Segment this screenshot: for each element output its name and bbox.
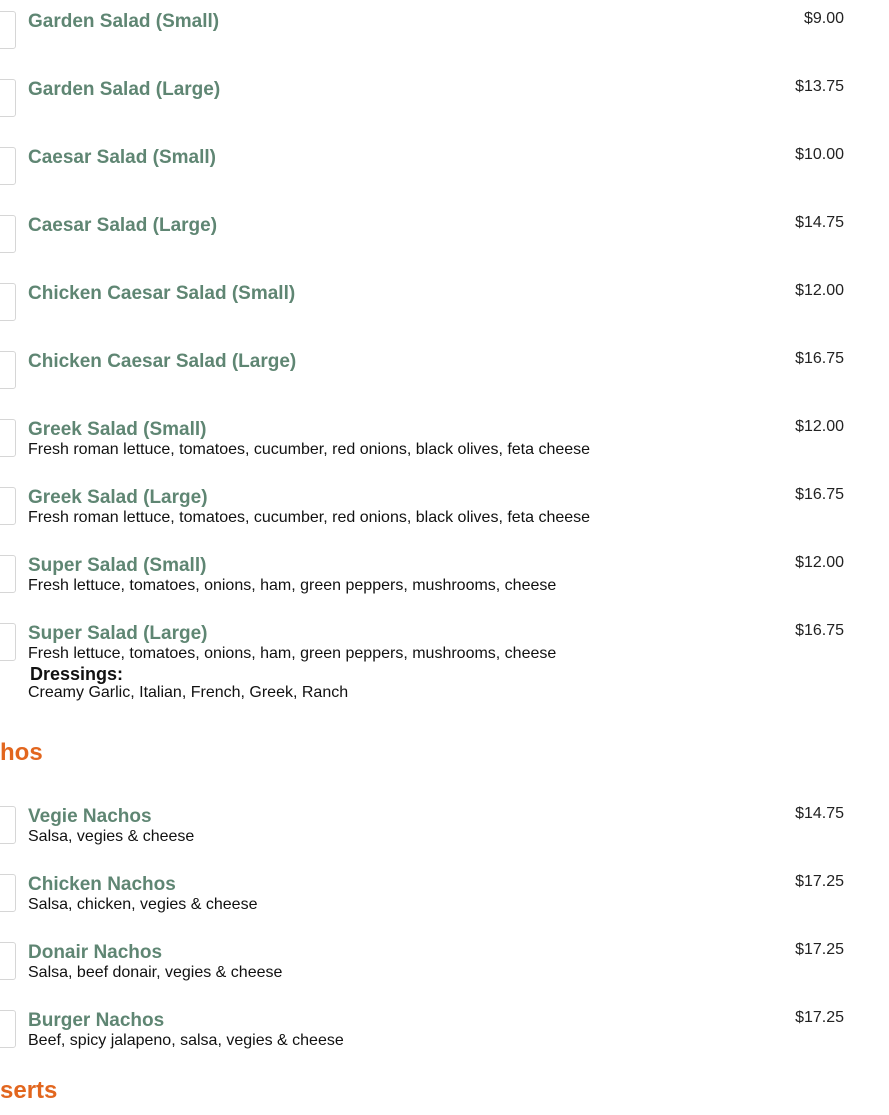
item-price: $14.75	[795, 805, 844, 822]
item-name[interactable]: Vegie Nachos	[28, 806, 152, 827]
item-price: $10.00	[795, 146, 844, 163]
item-select-box[interactable]	[0, 79, 16, 117]
item-description: Fresh lettuce, tomatoes, onions, ham, green peppers, mushrooms, cheese	[28, 577, 557, 594]
item-name[interactable]: Chicken Nachos	[28, 874, 176, 895]
item-price: $14.75	[795, 214, 844, 231]
menu-item-super-salad-large[interactable]	[0, 623, 889, 683]
menu-item-donair-nachos[interactable]	[0, 942, 889, 1002]
menu-item-greek-salad-small[interactable]	[0, 419, 889, 479]
dressings-list: Creamy Garlic, Italian, French, Greek, Ranch	[28, 684, 349, 701]
section-heading-desserts: serts	[0, 1077, 58, 1104]
item-select-box[interactable]	[0, 623, 16, 661]
item-name[interactable]: Garden Salad (Small)	[28, 11, 220, 32]
menu-item-garden-salad-large[interactable]	[0, 79, 889, 139]
item-price: $17.25	[795, 941, 844, 958]
item-select-box[interactable]	[0, 215, 16, 253]
item-description: Salsa, chicken, vegies & cheese	[28, 896, 258, 913]
item-name[interactable]: Caesar Salad (Large)	[28, 215, 218, 236]
section-heading-nachos: hos	[0, 739, 43, 766]
dressings-label: Dressings:	[30, 664, 124, 684]
item-name[interactable]: Caesar Salad (Small)	[28, 147, 216, 168]
item-description: Fresh roman lettuce, tomatoes, cucumber, red onions, black olives, feta cheese	[28, 441, 591, 458]
item-price: $16.75	[795, 622, 844, 639]
item-price: $17.25	[795, 873, 844, 890]
item-select-box[interactable]	[0, 555, 16, 593]
item-name[interactable]: Chicken Caesar Salad (Large)	[28, 351, 297, 372]
item-description: Salsa, vegies & cheese	[28, 828, 195, 845]
item-select-box[interactable]	[0, 942, 16, 980]
item-price: $17.25	[795, 1009, 844, 1026]
item-description: Fresh roman lettuce, tomatoes, cucumber, red onions, black olives, feta cheese	[28, 509, 591, 526]
item-name[interactable]: Super Salad (Large)	[28, 623, 208, 644]
item-select-box[interactable]	[0, 487, 16, 525]
item-select-box[interactable]	[0, 419, 16, 457]
item-name[interactable]: Greek Salad (Small)	[28, 419, 207, 440]
item-name[interactable]: Garden Salad (Large)	[28, 79, 221, 100]
menu-item-burger-nachos[interactable]	[0, 1010, 889, 1070]
item-price: $12.00	[795, 282, 844, 299]
item-price: $9.00	[803, 10, 844, 27]
menu-item-greek-salad-large[interactable]	[0, 487, 889, 547]
item-name[interactable]: Donair Nachos	[28, 942, 163, 963]
menu-item-vegie-nachos[interactable]	[0, 806, 889, 866]
item-price: $16.75	[795, 486, 844, 503]
item-select-box[interactable]	[0, 283, 16, 321]
item-select-box[interactable]	[0, 806, 16, 844]
item-description: Fresh lettuce, tomatoes, onions, ham, green peppers, mushrooms, cheese	[28, 645, 557, 662]
item-select-box[interactable]	[0, 351, 16, 389]
item-name[interactable]: Burger Nachos	[28, 1010, 165, 1031]
item-price: $16.75	[795, 350, 844, 367]
menu-item-chicken-caesar-salad-large[interactable]	[0, 351, 889, 411]
item-description: Salsa, beef donair, vegies & cheese	[28, 964, 283, 981]
item-name[interactable]: Super Salad (Small)	[28, 555, 207, 576]
item-description: Beef, spicy jalapeno, salsa, vegies & cheese	[28, 1032, 344, 1049]
item-select-box[interactable]	[0, 147, 16, 185]
menu-item-chicken-nachos[interactable]	[0, 874, 889, 934]
item-select-box[interactable]	[0, 11, 16, 49]
item-select-box[interactable]	[0, 874, 16, 912]
menu-item-caesar-salad-small[interactable]	[0, 147, 889, 207]
item-name[interactable]: Chicken Caesar Salad (Small)	[28, 283, 296, 304]
item-price: $12.00	[795, 418, 844, 435]
item-price: $13.75	[795, 78, 844, 95]
item-select-box[interactable]	[0, 1010, 16, 1048]
menu-item-chicken-caesar-salad-small[interactable]	[0, 283, 889, 343]
menu-item-caesar-salad-large[interactable]	[0, 215, 889, 275]
menu-item-garden-salad-small[interactable]	[0, 11, 889, 71]
item-price: $12.00	[795, 554, 844, 571]
item-name[interactable]: Greek Salad (Large)	[28, 487, 208, 508]
menu-item-super-salad-small[interactable]	[0, 555, 889, 615]
